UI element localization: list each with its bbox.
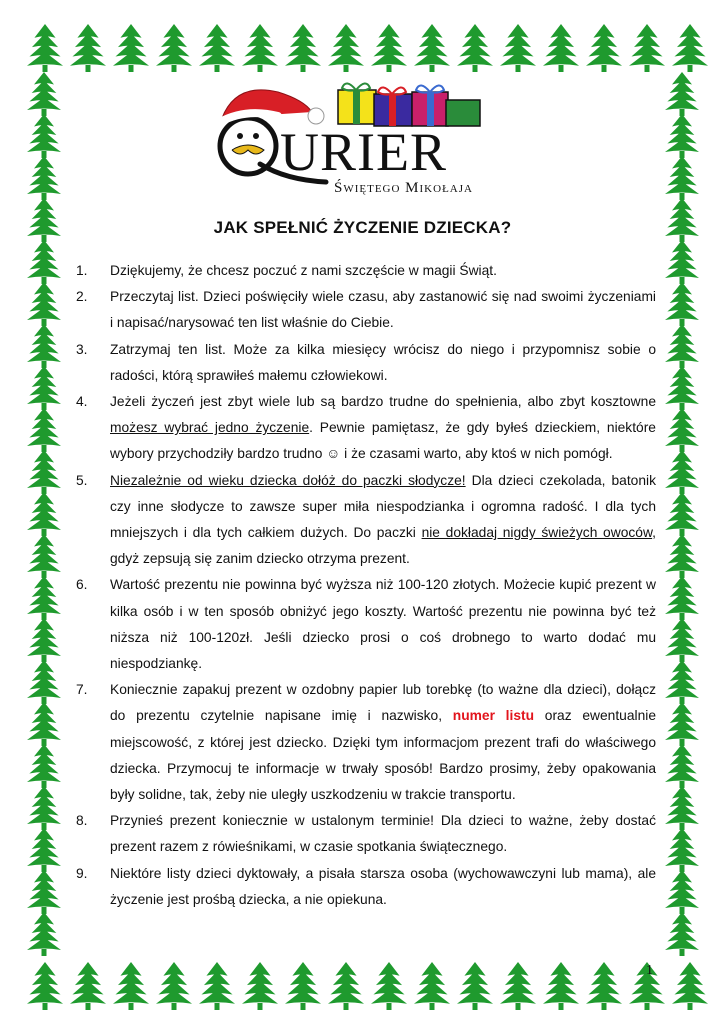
logo-brand-text: URIER — [280, 122, 447, 182]
christmas-tree-icon — [27, 408, 61, 452]
list-item-text — [110, 677, 656, 808]
christmas-tree-icon — [285, 962, 321, 1010]
christmas-tree-icon — [27, 114, 61, 158]
christmas-tree-icon — [665, 114, 699, 158]
christmas-tree-icon — [70, 962, 106, 1010]
christmas-tree-icon — [27, 24, 63, 72]
christmas-tree-icon — [27, 450, 61, 494]
christmas-tree-icon — [242, 962, 278, 1010]
christmas-tree-icon — [543, 24, 579, 72]
list-item — [76, 572, 656, 677]
list-item-text — [110, 808, 656, 860]
christmas-tree-icon — [113, 962, 149, 1010]
christmas-tree-icon — [27, 660, 61, 704]
christmas-tree-icon — [586, 962, 622, 1010]
list-item-number: 9. — [76, 865, 88, 881]
list-item-text — [110, 284, 656, 336]
list-item-number: 1. — [76, 263, 88, 278]
list-item — [76, 808, 656, 860]
text-segment: Zatrzymaj ten list. Może za kilka miesięcy wrócisz do niego i przypomnisz sobie o radości, którą sprawiłeś małemu człowiekowi. — [110, 341, 656, 383]
list-item-text — [110, 337, 656, 389]
christmas-tree-icon — [665, 450, 699, 494]
christmas-tree-icon — [285, 24, 321, 72]
page-title: JAK SPEŁNIĆ ŻYCZENIE DZIECKA? — [213, 218, 512, 237]
christmas-tree-icon — [27, 786, 61, 830]
christmas-tree-icon — [500, 962, 536, 1010]
christmas-tree-icon — [665, 72, 699, 116]
list-item — [76, 861, 656, 913]
christmas-tree-icon — [665, 282, 699, 326]
christmas-tree-icon — [156, 962, 192, 1010]
christmas-tree-icon — [27, 156, 61, 200]
list-item — [76, 284, 656, 336]
list-item — [76, 258, 656, 284]
christmas-tree-icon — [27, 366, 61, 410]
list-item-text — [110, 861, 656, 913]
christmas-tree-icon — [199, 24, 235, 72]
christmas-tree-icon — [371, 962, 407, 1010]
christmas-tree-icon — [27, 618, 61, 662]
christmas-tree-icon — [156, 24, 192, 72]
christmas-tree-icon — [457, 962, 493, 1010]
christmas-tree-icon — [665, 786, 699, 830]
text-segment: Przynieś prezent koniecznie w ustalonym terminie! Dla dzieci to ważne, żeby dostać prezent razem z rówieśnikami, w czasie spotkania świątecznego. — [110, 813, 656, 855]
list-item-text — [110, 389, 656, 468]
christmas-tree-icon — [27, 282, 61, 326]
qurier-logo — [216, 78, 506, 198]
underlined-text: możesz wybrać jedno życzenie — [110, 420, 310, 436]
gifts-icon — [338, 83, 480, 126]
christmas-tree-icon — [328, 962, 364, 1010]
instruction-list — [76, 258, 656, 913]
list-item-number: 2. — [76, 289, 88, 305]
text-segment: . Pewnie pamiętasz, że gdy byłeś dzieckiem, niektóre wybory przychodziły bardzo trudno ☺ i że czasami warto, aby ktoś w nich pomógł. — [110, 420, 656, 462]
christmas-tree-icon — [665, 870, 699, 914]
christmas-tree-icon — [70, 24, 106, 72]
list-item — [76, 468, 656, 573]
list-item-number: 7. — [76, 682, 88, 698]
christmas-tree-icon — [242, 24, 278, 72]
christmas-tree-icon — [371, 24, 407, 72]
christmas-tree-icon — [328, 24, 364, 72]
list-item-number: 6. — [76, 577, 88, 593]
christmas-tree-icon — [665, 240, 699, 284]
christmas-tree-icon — [27, 828, 61, 872]
christmas-tree-icon — [665, 366, 699, 410]
underlined-text: Niezależnie od wieku dziecka dołóż do paczki słodycze! — [110, 472, 466, 488]
christmas-tree-icon — [27, 240, 61, 284]
christmas-tree-icon — [665, 912, 699, 956]
text-segment: Dziękujemy, że chcesz poczuć z nami szczęście w magii Świąt. — [110, 263, 497, 278]
christmas-tree-icon — [27, 72, 61, 116]
text-segment: Przeczytaj list. Dzieci poświęciły wiele czasu, aby zastanowić się nad swoimi życzeniami i napisać/narysować ten list właśnie do Ciebie. — [110, 289, 656, 331]
text-segment: Jeżeli życzeń jest zbyt wiele lub są bardzo trudne do spełnienia, albo zbyt kosztowne — [110, 394, 656, 410]
underlined-text: nie dokładaj nigdy świeżych owoców — [421, 525, 653, 541]
christmas-tree-icon — [27, 492, 61, 536]
text-segment: Niektóre listy dzieci dyktowały, a pisała starsza osoba (wychowawczyni lub mama), ale życzenie jest prośbą dziecka, a nie opiekuna. — [110, 865, 656, 907]
christmas-tree-icon — [665, 828, 699, 872]
christmas-tree-icon — [199, 962, 235, 1010]
text-segment: Wartość prezentu nie powinna być wyższa niż 100-120 złotych. Możecie kupić prezent w kilka osób i w ten sposób obniżyć jego koszty. Wartość prezentu nie powinna być też niższa niż 100-120zł. Jeśli dziecko prosi o coś drobnego to warto dodać mu niespodziankę. — [110, 577, 656, 672]
text-segment: Koniecznie zapakuj prezent w ozdobny papier lub torebkę (to ważne dla dzieci), dołącz do prezentu czytelnie napisane imię i nazwisko, — [110, 682, 656, 724]
christmas-tree-icon — [414, 24, 450, 72]
christmas-tree-icon — [665, 576, 699, 620]
list-item-number: 5. — [76, 472, 88, 488]
christmas-tree-icon — [27, 870, 61, 914]
list-item — [76, 677, 656, 808]
christmas-tree-icon — [672, 962, 708, 1010]
list-item-number: 8. — [76, 813, 88, 829]
christmas-tree-icon — [665, 660, 699, 704]
page-number: 1 — [646, 963, 653, 978]
list-item — [76, 337, 656, 389]
christmas-tree-icon — [457, 24, 493, 72]
christmas-tree-icon — [665, 534, 699, 578]
christmas-tree-icon — [665, 156, 699, 200]
christmas-tree-icon — [27, 962, 63, 1010]
christmas-tree-icon — [665, 702, 699, 746]
christmas-tree-icon — [629, 24, 665, 72]
christmas-tree-icon — [543, 962, 579, 1010]
christmas-tree-icon — [665, 492, 699, 536]
christmas-tree-icon — [665, 744, 699, 788]
text-segment: , gdyż zepsują się zanim dziecko otrzyma prezent. — [110, 525, 656, 567]
text-segment: Dla dzieci czekolada, batonik czy inne słodycze to zawsze super miła niespodzianka i ogromna radość. I dla tych mniejszych i dla tych całkiem dużych. Do paczki — [110, 472, 656, 541]
christmas-tree-icon — [500, 24, 536, 72]
logo-subtitle-text: Świętego Mikołaja — [334, 180, 473, 196]
highlighted-text: numer listu — [452, 708, 535, 724]
christmas-tree-icon — [27, 744, 61, 788]
list-item-number: 3. — [76, 341, 88, 357]
list-item-text — [110, 468, 656, 573]
list-item-text — [110, 258, 656, 284]
christmas-tree-icon — [27, 912, 61, 956]
list-item-number: 4. — [76, 394, 88, 410]
christmas-tree-icon — [665, 618, 699, 662]
christmas-tree-icon — [665, 408, 699, 452]
list-item — [76, 389, 656, 468]
christmas-tree-icon — [113, 24, 149, 72]
christmas-tree-icon — [586, 24, 622, 72]
christmas-tree-icon — [27, 702, 61, 746]
christmas-tree-icon — [414, 962, 450, 1010]
list-item-text — [110, 572, 656, 677]
christmas-tree-icon — [27, 324, 61, 368]
christmas-tree-icon — [27, 576, 61, 620]
christmas-tree-icon — [665, 324, 699, 368]
text-segment: oraz ewentualnie miejscowość, z której jest dziecko. Dzięki tym informacjom prezent trafi do właściwego dziecka. Przymocuj te informacje w trwały sposób! Bardzo prosimy, żeby opakowania były solidne, tak, żeby nie uległy uszkodzeniu w trakcie transportu. — [110, 708, 656, 803]
christmas-tree-icon — [27, 534, 61, 578]
christmas-tree-icon — [672, 24, 708, 72]
